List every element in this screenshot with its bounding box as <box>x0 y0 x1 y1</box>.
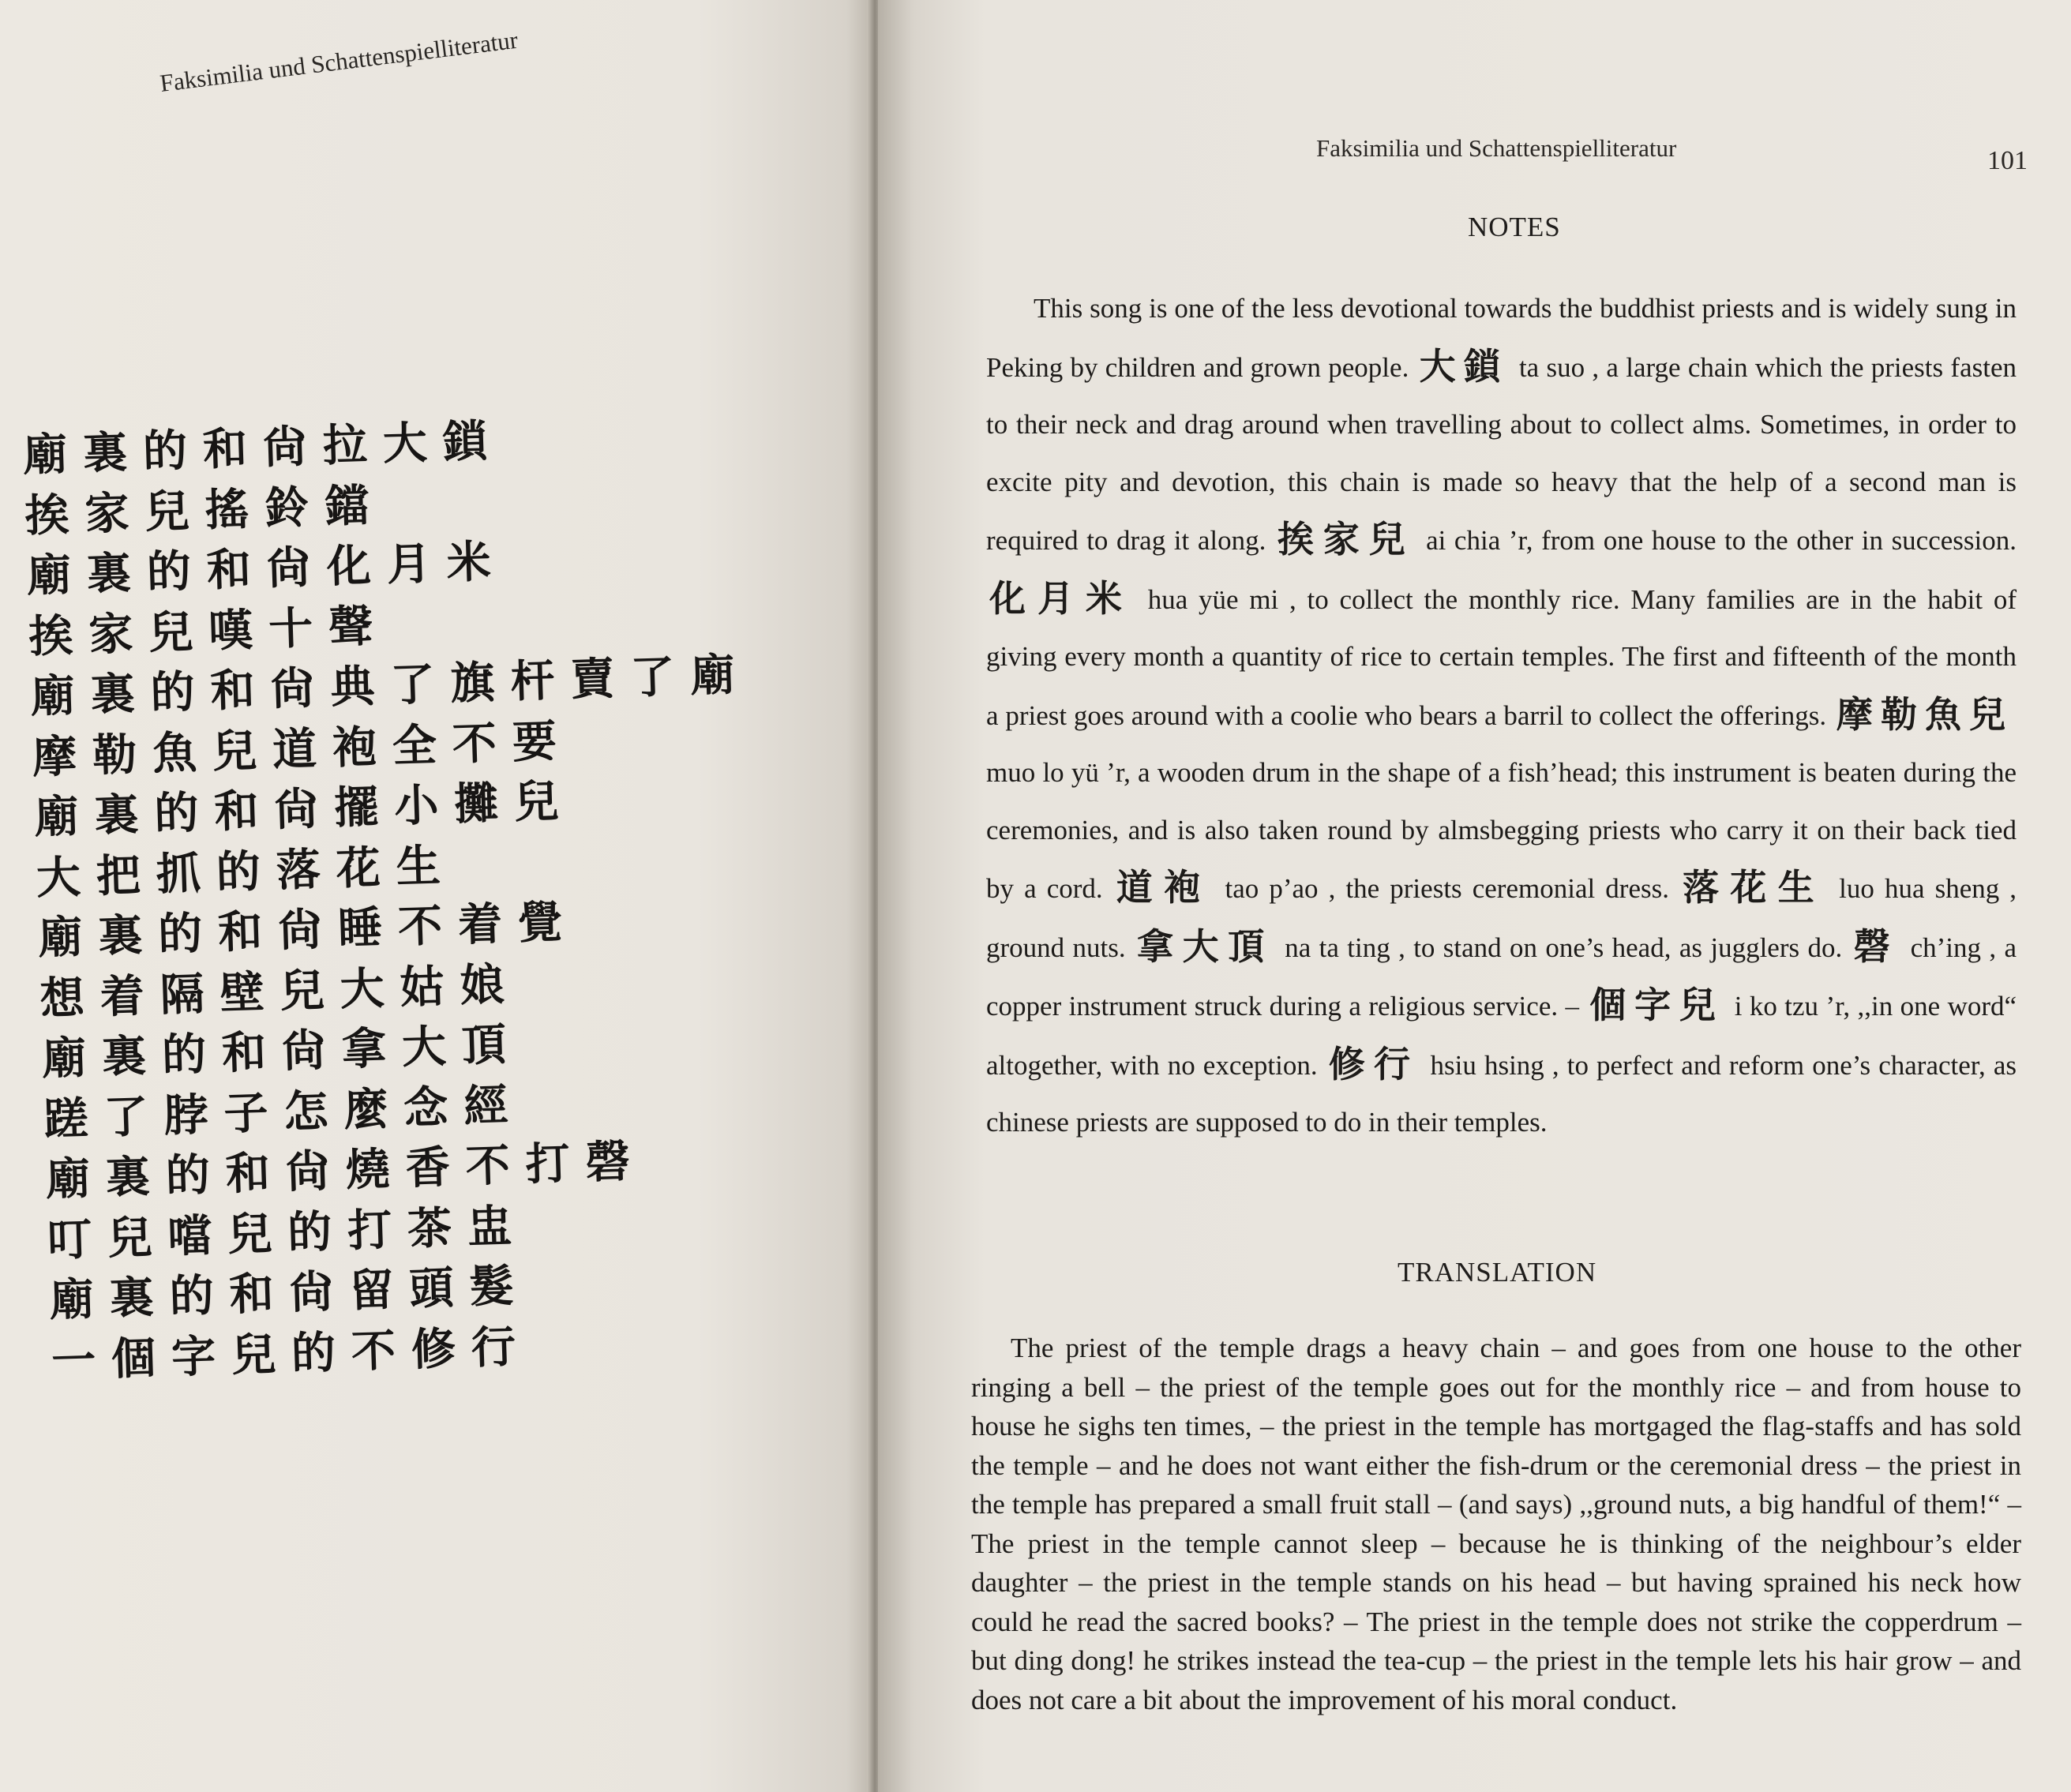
notes-text: luo hua sheng , ground nuts. <box>986 873 2017 963</box>
notes-text: ta suo , a large chain which the priests fasten to their neck and drag around when travelling about to collect alms. Sometimes, in order to excite pity and devotion, this chain is made so heavy that the help of a second man is required to drag it along. <box>986 351 2017 556</box>
verse-line: 廟裏的和尙拿大頂 <box>41 1018 523 1085</box>
notes-text: hsiu hsing , to perfect and reform one’s character, as chinese priests are supposed to do in their temples. <box>986 1049 2017 1138</box>
verse-line: 叮兒噹兒的打茶盅 <box>47 1199 529 1266</box>
chinese-term: 道袍 <box>1116 866 1212 909</box>
chinese-term: 化月米 <box>989 576 1134 620</box>
right-page <box>878 0 2071 1792</box>
notes-text: ai chia ’r, from one house to the other in succession. <box>1426 525 2017 556</box>
verse-line: 摩勒魚兒道袍全不要 <box>32 714 573 784</box>
chinese-term: 摩勒魚兒 <box>1836 692 2014 736</box>
verse-line: 一個字兒的不修行 <box>51 1320 532 1387</box>
chinese-term: 落花生 <box>1683 866 1826 909</box>
verse-line: 廟裏的和尙留頭髮 <box>48 1260 531 1327</box>
notes-heading: NOTES <box>1468 212 1561 242</box>
verse-line: 想着隔壁兒大姑娘 <box>39 958 521 1025</box>
verse-line: 蹉了脖子怎麼念經 <box>43 1078 525 1146</box>
verse-line: 廟裏的和尙化月米 <box>25 535 508 602</box>
verse-line: 大把抓的落花生 <box>35 839 457 905</box>
chinese-term: 磬 <box>1853 924 1900 968</box>
translation-heading: TRANSLATION <box>1398 1257 1597 1288</box>
page-number: 101 <box>1987 146 2028 175</box>
notes-text: ch’ing , a copper instrument struck during a religious service. – <box>986 932 2017 1022</box>
verse-line: 挨家兒嘆十聲 <box>28 600 390 663</box>
chinese-term: 修行 <box>1328 1042 1420 1085</box>
notes-text: hua yüe mi , to collect the monthly rice. Many families are in the habit of giving every month a quantity of rice to certain temples. The first and fifteenth of the month a priest goes around with a coolie who bears a barril to collect the offerings. <box>986 583 2017 731</box>
notes-text: This song is one of the less devotional towards the buddhist priests and is widely sung in Peking by children and grown people. <box>986 293 2017 383</box>
verse-line: 廟裏的和尙擺小攤兒 <box>33 775 576 844</box>
left-page <box>0 0 872 1792</box>
chinese-term: 大鎖 <box>1419 344 1509 388</box>
chinese-term: 拿大頂 <box>1137 924 1274 968</box>
notes-text: i ko tzu ’r, ,,in one word“ altogether, with no exception. <box>986 991 2017 1081</box>
verse-line: 廟裏的和尙燒香不打磬 <box>44 1135 647 1206</box>
verse-line: 廟裏的和尙典了旗杆賣了廟 <box>29 649 752 723</box>
verse-line: 挨家兒搖鈴鐺 <box>24 479 386 542</box>
chinese-term: 挨家兒 <box>1277 518 1415 560</box>
notes-paragraph <box>986 280 2017 1152</box>
notes-text: tao p’ao , the priests ceremonial dress. <box>1225 873 1669 904</box>
notes-text: na ta ting , to stand on one’s head, as jugglers do. <box>1285 932 1843 963</box>
chinese-term: 個字兒 <box>1589 984 1724 1026</box>
right-running-header: Faksimilia und Schattenspielliteratur <box>1316 134 1677 162</box>
verse-line: 廟裏的和尙睡不着覺 <box>37 896 580 965</box>
chinese-song-text <box>22 403 772 1392</box>
left-running-header: Faksimilia und Schattenspielliteratur <box>158 25 520 98</box>
verse-line: 廟裏的和尙拉大鎖 <box>22 414 504 482</box>
notes-text: muo lo yü ’r, a wooden drum in the shape of a fish’head; this instrument is beaten during the ceremonies, and is also taken round by almsbegging priests who carry it on their back tied by a cord. <box>986 757 2017 904</box>
translation-paragraph: The priest of the temple drags a heavy chain – and goes from one house to the other ringing a bell – the priest of the temple goes out for the monthly rice – and from house to house he sighs ten times, – the priest in the temple has mortgaged the flag-staffs and has sold the temple – and he does not want either the fish-drum or the ceremonial dress – the priest in the temple has prepared a small fruit stall – (and says) ,,ground nuts, a big handful of them!“ – The priest in the temple cannot sleep – because he is thinking of the neighbour’s elder daughter – the priest in the temple stands on his head – but having sprained his neck how could he read the sacred books? – The priest in the temple does not strike the copperdrum – but ding dong! he strikes instead the tea-cup – the priest in the temple lets his hair grow – and does not care a bit about the improvement of his moral conduct. <box>971 1333 2021 1715</box>
